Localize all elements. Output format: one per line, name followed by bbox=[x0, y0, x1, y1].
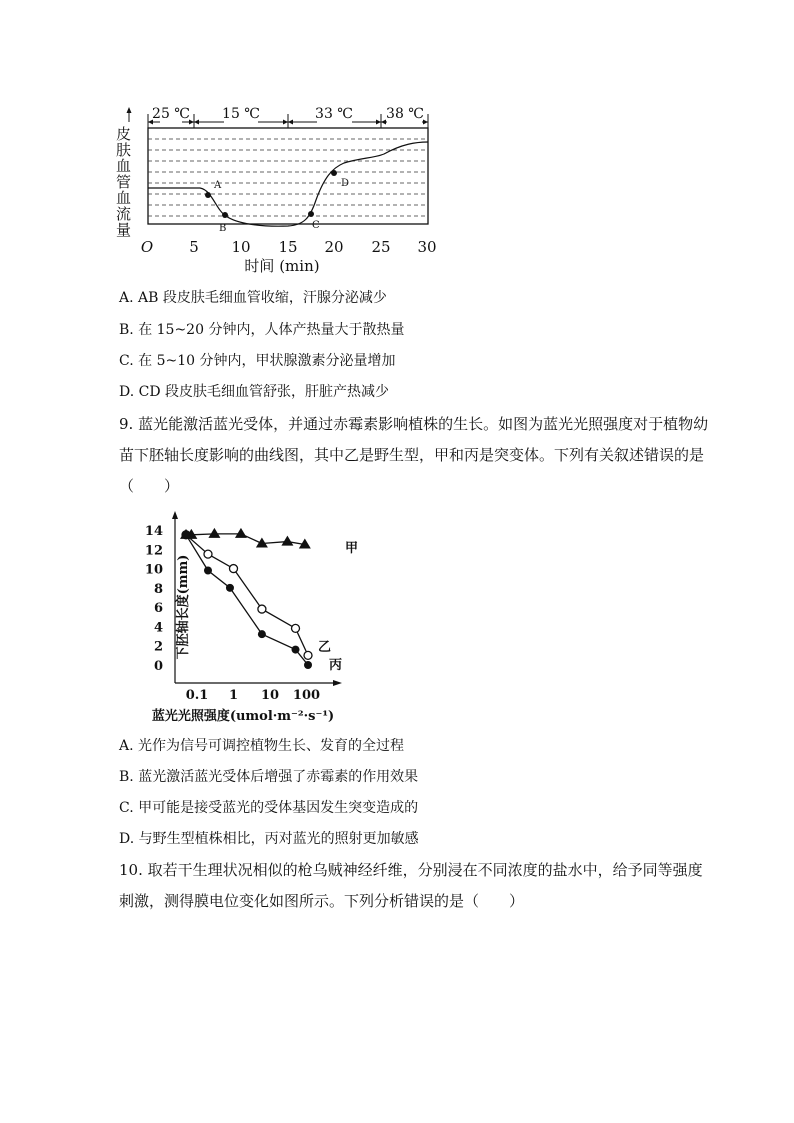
data-point-filled-circle bbox=[226, 584, 234, 592]
y-tick-label: 2 bbox=[153, 639, 163, 655]
data-point-filled-circle bbox=[304, 661, 312, 669]
point-label: D bbox=[341, 178, 350, 189]
data-point-triangle bbox=[281, 536, 293, 546]
q10-stem-line-2: 刺激，测得膜电位变化如图所示。下列分析错误的是（ ） bbox=[119, 892, 525, 910]
data-point-filled-circle bbox=[204, 567, 212, 575]
segment-label: 33 ℃ bbox=[315, 106, 353, 122]
q9-option-c: C. 甲可能是接受蓝光的受体基因发生突变造成的 bbox=[119, 800, 419, 816]
series-label-jia: 甲 bbox=[345, 541, 359, 556]
q9-stem-line-1: 9. 蓝光能激活蓝光受体，并通过赤霉素影响植株的生长。如图为蓝光光照强度对于植物幼 bbox=[119, 415, 709, 433]
grid-lines bbox=[148, 139, 428, 216]
hypocotyl-length-chart bbox=[120, 508, 380, 728]
data-point-filled-circle bbox=[292, 646, 300, 654]
q8-option-b: B. 在 15~20 分钟内，人体产热量大于散热量 bbox=[119, 322, 405, 338]
segment-label: 15 ℃ bbox=[222, 106, 260, 122]
y-tick-label: 0 bbox=[153, 659, 163, 674]
data-point-open-circle bbox=[204, 550, 212, 558]
x-tick: 30 bbox=[417, 238, 437, 256]
segment-label: 25 ℃ bbox=[152, 106, 190, 122]
y-tick-label: 10 bbox=[144, 562, 163, 578]
q9-stem-line-3: （ ） bbox=[119, 477, 180, 495]
origin-label: O bbox=[140, 238, 154, 256]
x-tick-label: 1 bbox=[228, 688, 239, 703]
y-axis-label: 下胚轴长度(mm) bbox=[176, 554, 191, 660]
y-tick-label: 12 bbox=[144, 543, 163, 559]
segment-label: 38 ℃ bbox=[386, 106, 424, 122]
data-point-triangle bbox=[208, 528, 220, 538]
y-axis-label: 皮肤血管血流量 bbox=[114, 126, 132, 238]
x-tick-label: 0.1 bbox=[185, 688, 209, 703]
point-b-marker bbox=[222, 212, 228, 218]
blood-flow-curve bbox=[148, 142, 428, 226]
data-point-open-circle bbox=[258, 605, 266, 613]
point-a-marker bbox=[205, 192, 211, 198]
x-tick-label: 10 bbox=[260, 688, 280, 703]
q8-option-c: C. 在 5~10 分钟内，甲状腺激素分泌量增加 bbox=[119, 353, 396, 369]
skin-blood-flow-chart bbox=[112, 100, 442, 276]
data-point-open-circle bbox=[230, 565, 238, 573]
point-label: A bbox=[214, 180, 222, 191]
q8-option-d: D. CD 段皮肤毛细血管舒张，肝脏产热减少 bbox=[119, 384, 390, 400]
point-label: C bbox=[312, 220, 320, 231]
q9-option-b: B. 蓝光激活蓝光受体后增强了赤霉素的作用效果 bbox=[119, 769, 419, 785]
x-tick: 25 bbox=[371, 238, 391, 256]
x-tick-label: 100 bbox=[292, 688, 321, 703]
q9-option-d: D. 与野生型植株相比，丙对蓝光的照射更加敏感 bbox=[119, 831, 419, 847]
x-axis-label: 蓝光光照强度(umol·m⁻²·s⁻¹) bbox=[151, 709, 335, 724]
data-point-triangle bbox=[235, 528, 247, 538]
point-d-marker bbox=[331, 170, 337, 176]
y-tick-label: 8 bbox=[153, 581, 163, 597]
y-tick-label: 4 bbox=[153, 620, 163, 636]
q9-stem-line-2: 苗下胚轴长度影响的曲线图，其中乙是野生型，甲和丙是突变体。下列有关叙述错误的是 bbox=[119, 446, 705, 464]
x-axis-label: 时间 (min) bbox=[244, 257, 320, 275]
data-point-open-circle bbox=[304, 651, 312, 659]
point-c-marker bbox=[308, 211, 314, 217]
y-tick-label: 14 bbox=[144, 524, 163, 539]
data-point-filled-circle bbox=[182, 531, 190, 539]
x-tick: 10 bbox=[231, 238, 251, 256]
q9-option-a: A. 光作为信号可调控植物生长、发育的全过程 bbox=[119, 738, 405, 754]
series-label-bing: 丙 bbox=[329, 658, 343, 673]
data-point-triangle bbox=[256, 538, 268, 548]
point-label: B bbox=[219, 223, 227, 234]
q10-stem-line-1: 10. 取若干生理状况相似的枪乌贼神经纤维，分别浸在不同浓度的盐水中，给予同等强度 bbox=[119, 861, 703, 879]
data-point-filled-circle bbox=[258, 630, 266, 638]
x-tick: 5 bbox=[189, 238, 199, 256]
x-tick: 15 bbox=[278, 238, 298, 256]
q8-option-a: A. AB 段皮肤毛细血管收缩，汗腺分泌减少 bbox=[119, 290, 387, 306]
x-tick: 20 bbox=[324, 238, 344, 256]
y-tick-label: 6 bbox=[153, 601, 163, 617]
series-label-yi: 乙 bbox=[318, 640, 332, 655]
data-point-open-circle bbox=[292, 624, 300, 632]
